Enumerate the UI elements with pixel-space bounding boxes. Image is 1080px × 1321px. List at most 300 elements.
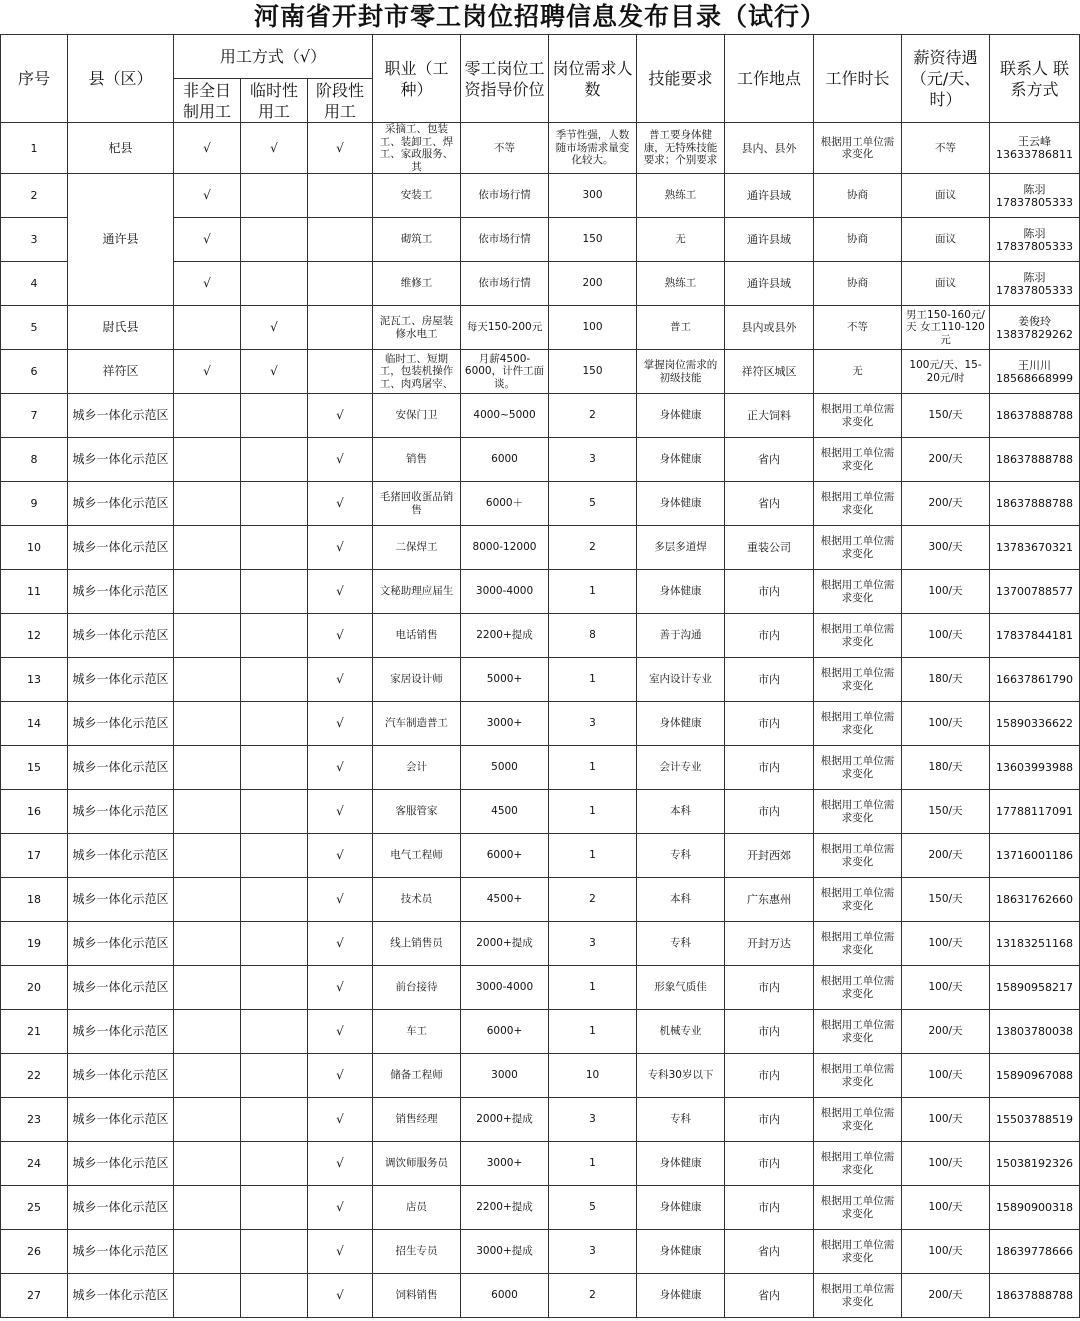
temporary-check <box>241 1098 308 1142</box>
seasonal-check: √ <box>308 1142 373 1186</box>
skill-cell: 身体健康 <box>637 394 725 438</box>
place-cell: 广东惠州 <box>725 878 814 922</box>
seq-cell: 9 <box>1 482 68 526</box>
seq-cell: 27 <box>1 1274 68 1318</box>
skill-cell: 普工 <box>637 306 725 350</box>
skill-cell: 掌握岗位需求的初级技能 <box>637 350 725 394</box>
seasonal-check: √ <box>308 702 373 746</box>
skill-cell: 专科 <box>637 834 725 878</box>
temporary-check <box>241 394 308 438</box>
job-cell: 储备工程师 <box>373 1054 461 1098</box>
county-cell: 城乡一体化示范区 <box>68 1142 174 1186</box>
table-header <box>1 35 1080 123</box>
hours-cell: 不等 <box>814 306 902 350</box>
table-row <box>1 702 1080 746</box>
table-row <box>1 394 1080 438</box>
seasonal-check <box>308 262 373 306</box>
seasonal-check: √ <box>308 834 373 878</box>
skill-cell: 形象气质佳 <box>637 966 725 1010</box>
parttime-check <box>174 1098 241 1142</box>
salary-cell: 面议 <box>902 262 990 306</box>
skill-cell: 身体健康 <box>637 702 725 746</box>
table-row <box>1 966 1080 1010</box>
count-cell: 3 <box>549 922 637 966</box>
parttime-check: √ <box>174 123 241 174</box>
pay-cell: 月薪4500-6000，计件工面谈。 <box>461 350 549 394</box>
salary-cell: 100/天 <box>902 966 990 1010</box>
salary-cell: 150/天 <box>902 878 990 922</box>
seq-cell: 16 <box>1 790 68 834</box>
temporary-check <box>241 702 308 746</box>
table-row <box>1 790 1080 834</box>
table-row <box>1 1186 1080 1230</box>
temporary-check <box>241 790 308 834</box>
contact-cell: 18637888788 <box>990 438 1080 482</box>
contact-cell: 18637888788 <box>990 482 1080 526</box>
parttime-check <box>174 438 241 482</box>
hours-cell: 根据用工单位需求变化 <box>814 702 902 746</box>
salary-cell: 200/天 <box>902 438 990 482</box>
temporary-check: √ <box>241 306 308 350</box>
seq-cell: 15 <box>1 746 68 790</box>
seasonal-check: √ <box>308 1186 373 1230</box>
place-cell: 县内或县外 <box>725 306 814 350</box>
county-cell: 城乡一体化示范区 <box>68 878 174 922</box>
place-cell: 省内 <box>725 1274 814 1318</box>
contact-cell: 15503788519 <box>990 1098 1080 1142</box>
seasonal-check: √ <box>308 614 373 658</box>
contact-cell: 陈羽 17837805333 <box>990 262 1080 306</box>
skill-cell: 身体健康 <box>637 482 725 526</box>
pay-cell: 6000＋ <box>461 482 549 526</box>
job-cell: 砌筑工 <box>373 218 461 262</box>
count-cell: 2 <box>549 878 637 922</box>
hours-cell: 无 <box>814 350 902 394</box>
header-contact: 联系人 联系方式 <box>990 35 1080 123</box>
skill-cell: 本科 <box>637 878 725 922</box>
header-job: 职业（工种） <box>373 35 461 123</box>
seq-cell: 22 <box>1 1054 68 1098</box>
parttime-check <box>174 1186 241 1230</box>
job-cell: 饲料销售 <box>373 1274 461 1318</box>
salary-cell: 100/天 <box>902 1142 990 1186</box>
job-cell: 调饮师服务员 <box>373 1142 461 1186</box>
place-cell: 市内 <box>725 746 814 790</box>
temporary-check: √ <box>241 350 308 394</box>
seq-cell: 18 <box>1 878 68 922</box>
job-cell: 文秘助理应届生 <box>373 570 461 614</box>
seq-cell: 14 <box>1 702 68 746</box>
seq-cell: 10 <box>1 526 68 570</box>
pay-cell: 6000 <box>461 438 549 482</box>
job-cell: 家居设计师 <box>373 658 461 702</box>
salary-cell: 100/天 <box>902 1098 990 1142</box>
header-place: 工作地点 <box>725 35 814 123</box>
salary-cell: 200/天 <box>902 1274 990 1318</box>
skill-cell: 善于沟通 <box>637 614 725 658</box>
temporary-check <box>241 834 308 878</box>
hours-cell: 根据用工单位需求变化 <box>814 878 902 922</box>
job-cell: 会计 <box>373 746 461 790</box>
header-hours: 工作时长 <box>814 35 902 123</box>
count-cell: 1 <box>549 658 637 702</box>
count-cell: 1 <box>549 570 637 614</box>
contact-cell: 王川川 18568668999 <box>990 350 1080 394</box>
place-cell: 祥符区城区 <box>725 350 814 394</box>
table-body <box>1 123 1080 1318</box>
place-cell: 市内 <box>725 1098 814 1142</box>
skill-cell: 熟练工 <box>637 262 725 306</box>
page-title: 河南省开封市零工岗位招聘信息发布目录（试行） <box>253 2 826 31</box>
contact-cell: 15890958217 <box>990 966 1080 1010</box>
salary-cell: 100/天 <box>902 922 990 966</box>
job-cell: 安保门卫 <box>373 394 461 438</box>
place-cell: 通许县域 <box>725 174 814 218</box>
hours-cell: 协商 <box>814 262 902 306</box>
contact-cell: 16637861790 <box>990 658 1080 702</box>
hours-cell: 根据用工单位需求变化 <box>814 1098 902 1142</box>
salary-cell: 300/天 <box>902 526 990 570</box>
contact-cell: 陈羽 17837805333 <box>990 218 1080 262</box>
hours-cell: 根据用工单位需求变化 <box>814 1186 902 1230</box>
job-cell: 销售经理 <box>373 1098 461 1142</box>
place-cell: 县内、县外 <box>725 123 814 174</box>
temporary-check <box>241 1274 308 1318</box>
pay-cell: 6000 <box>461 1274 549 1318</box>
contact-cell: 17837844181 <box>990 614 1080 658</box>
skill-cell: 身体健康 <box>637 1230 725 1274</box>
contact-cell: 18631762660 <box>990 878 1080 922</box>
parttime-check <box>174 482 241 526</box>
contact-cell: 18637888788 <box>990 1274 1080 1318</box>
place-cell: 市内 <box>725 966 814 1010</box>
parttime-check <box>174 306 241 350</box>
pay-cell: 4500 <box>461 790 549 834</box>
skill-cell: 无 <box>637 218 725 262</box>
county-cell: 城乡一体化示范区 <box>68 570 174 614</box>
hours-cell: 根据用工单位需求变化 <box>814 922 902 966</box>
count-cell: 5 <box>549 1186 637 1230</box>
skill-cell: 室内设计专业 <box>637 658 725 702</box>
count-cell: 200 <box>549 262 637 306</box>
pay-cell: 2000+提成 <box>461 1098 549 1142</box>
contact-cell: 王云峰 13633786811 <box>990 123 1080 174</box>
seasonal-check <box>308 350 373 394</box>
salary-cell: 100/天 <box>902 570 990 614</box>
header-skill: 技能要求 <box>637 35 725 123</box>
contact-cell: 15890336622 <box>990 702 1080 746</box>
job-cell: 临时工、短期工，包装机操作工、肉鸡屠宰、 <box>373 350 461 394</box>
county-cell: 城乡一体化示范区 <box>68 790 174 834</box>
pay-cell: 3000-4000 <box>461 570 549 614</box>
skill-cell: 专科 <box>637 1098 725 1142</box>
temporary-check <box>241 174 308 218</box>
job-cell: 店员 <box>373 1186 461 1230</box>
pay-cell: 3000+提成 <box>461 1230 549 1274</box>
seq-cell: 6 <box>1 350 68 394</box>
header-pay-guide: 零工岗位工资指导价位 <box>461 35 549 123</box>
table-row <box>1 1098 1080 1142</box>
job-cell: 汽车制造普工 <box>373 702 461 746</box>
count-cell: 1 <box>549 746 637 790</box>
temporary-check <box>241 482 308 526</box>
count-cell: 5 <box>549 482 637 526</box>
county-cell: 通许县 <box>68 174 174 306</box>
county-cell: 城乡一体化示范区 <box>68 746 174 790</box>
county-cell: 城乡一体化示范区 <box>68 922 174 966</box>
seq-cell: 12 <box>1 614 68 658</box>
hours-cell: 根据用工单位需求变化 <box>814 526 902 570</box>
skill-cell: 熟练工 <box>637 174 725 218</box>
hours-cell: 根据用工单位需求变化 <box>814 1010 902 1054</box>
county-cell: 城乡一体化示范区 <box>68 394 174 438</box>
job-table <box>0 34 1080 1318</box>
count-cell: 1 <box>549 1142 637 1186</box>
seq-cell: 3 <box>1 218 68 262</box>
seq-cell: 19 <box>1 922 68 966</box>
seq-cell: 26 <box>1 1230 68 1274</box>
seasonal-check: √ <box>308 790 373 834</box>
pay-cell: 8000-12000 <box>461 526 549 570</box>
seasonal-check: √ <box>308 878 373 922</box>
skill-cell: 本科 <box>637 790 725 834</box>
parttime-check <box>174 1054 241 1098</box>
hours-cell: 根据用工单位需求变化 <box>814 482 902 526</box>
count-cell: 3 <box>549 438 637 482</box>
county-cell: 城乡一体化示范区 <box>68 1010 174 1054</box>
count-cell: 3 <box>549 1098 637 1142</box>
temporary-check <box>241 1010 308 1054</box>
place-cell: 省内 <box>725 438 814 482</box>
temporary-check <box>241 262 308 306</box>
hours-cell: 协商 <box>814 174 902 218</box>
header-mode-parttime: 非全日制用工 <box>174 79 241 123</box>
job-cell: 销售 <box>373 438 461 482</box>
seasonal-check: √ <box>308 438 373 482</box>
job-cell: 采摘工、包装工、装卸工、焊工、家政服务、其 <box>373 123 461 174</box>
header-mode: 用工方式（√） <box>174 35 373 79</box>
seasonal-check <box>308 306 373 350</box>
salary-cell: 100/天 <box>902 1054 990 1098</box>
seq-cell: 4 <box>1 262 68 306</box>
contact-cell: 13783670321 <box>990 526 1080 570</box>
skill-cell: 多层多道焊 <box>637 526 725 570</box>
table-row <box>1 878 1080 922</box>
count-cell: 8 <box>549 614 637 658</box>
hours-cell: 根据用工单位需求变化 <box>814 1230 902 1274</box>
skill-cell: 身体健康 <box>637 1186 725 1230</box>
count-cell: 2 <box>549 526 637 570</box>
pay-cell: 3000 <box>461 1054 549 1098</box>
seasonal-check: √ <box>308 1230 373 1274</box>
parttime-check <box>174 834 241 878</box>
table-row <box>1 174 1080 218</box>
table-row <box>1 1054 1080 1098</box>
seasonal-check <box>308 174 373 218</box>
seasonal-check: √ <box>308 922 373 966</box>
place-cell: 市内 <box>725 702 814 746</box>
table-row <box>1 1230 1080 1274</box>
header-count: 岗位需求人数 <box>549 35 637 123</box>
count-cell: 3 <box>549 1230 637 1274</box>
parttime-check <box>174 394 241 438</box>
table-row <box>1 834 1080 878</box>
place-cell: 开封万达 <box>725 922 814 966</box>
salary-cell: 200/天 <box>902 834 990 878</box>
seq-cell: 21 <box>1 1010 68 1054</box>
seasonal-check: √ <box>308 570 373 614</box>
seasonal-check: √ <box>308 1010 373 1054</box>
seq-cell: 20 <box>1 966 68 1010</box>
table-row <box>1 746 1080 790</box>
salary-cell: 150/天 <box>902 790 990 834</box>
temporary-check <box>241 1054 308 1098</box>
count-cell: 1 <box>549 1010 637 1054</box>
skill-cell: 普工要身体健康，无特殊技能要求；个别要求 <box>637 123 725 174</box>
contact-cell: 18637888788 <box>990 394 1080 438</box>
salary-cell: 180/天 <box>902 746 990 790</box>
seasonal-check: √ <box>308 1054 373 1098</box>
skill-cell: 身体健康 <box>637 1274 725 1318</box>
pay-cell: 2200+提成 <box>461 614 549 658</box>
pay-cell: 3000-4000 <box>461 966 549 1010</box>
place-cell: 省内 <box>725 482 814 526</box>
table-row <box>1 614 1080 658</box>
place-cell: 开封西郊 <box>725 834 814 878</box>
parttime-check <box>174 1274 241 1318</box>
contact-cell: 13603993988 <box>990 746 1080 790</box>
table-row <box>1 1010 1080 1054</box>
pay-cell: 5000+ <box>461 658 549 702</box>
skill-cell: 专科30岁以下 <box>637 1054 725 1098</box>
temporary-check <box>241 922 308 966</box>
temporary-check <box>241 438 308 482</box>
place-cell: 通许县域 <box>725 262 814 306</box>
place-cell: 通许县域 <box>725 218 814 262</box>
contact-cell: 13700788577 <box>990 570 1080 614</box>
place-cell: 重装公司 <box>725 526 814 570</box>
county-cell: 城乡一体化示范区 <box>68 702 174 746</box>
table-row <box>1 526 1080 570</box>
job-cell: 前台接待 <box>373 966 461 1010</box>
seq-cell: 1 <box>1 123 68 174</box>
count-cell: 季节性强，人数随市场需求量变化较大。 <box>549 123 637 174</box>
seq-cell: 7 <box>1 394 68 438</box>
contact-cell: 姜俊玲 13837829262 <box>990 306 1080 350</box>
county-cell: 杞县 <box>68 123 174 174</box>
parttime-check <box>174 966 241 1010</box>
count-cell: 2 <box>549 1274 637 1318</box>
hours-cell: 根据用工单位需求变化 <box>814 746 902 790</box>
seq-cell: 17 <box>1 834 68 878</box>
seasonal-check: √ <box>308 394 373 438</box>
parttime-check <box>174 922 241 966</box>
skill-cell: 身体健康 <box>637 438 725 482</box>
pay-cell: 4000~5000 <box>461 394 549 438</box>
job-cell: 电话销售 <box>373 614 461 658</box>
pay-cell: 6000+ <box>461 1010 549 1054</box>
contact-cell: 13803780038 <box>990 1010 1080 1054</box>
hours-cell: 根据用工单位需求变化 <box>814 790 902 834</box>
county-cell: 尉氏县 <box>68 306 174 350</box>
salary-cell: 100/天 <box>902 614 990 658</box>
contact-cell: 15038192326 <box>990 1142 1080 1186</box>
salary-cell: 180/天 <box>902 658 990 702</box>
pay-cell: 每天150-200元 <box>461 306 549 350</box>
count-cell: 150 <box>549 350 637 394</box>
county-cell: 城乡一体化示范区 <box>68 1230 174 1274</box>
hours-cell: 根据用工单位需求变化 <box>814 658 902 702</box>
county-cell: 城乡一体化示范区 <box>68 1054 174 1098</box>
count-cell: 150 <box>549 218 637 262</box>
seq-cell: 2 <box>1 174 68 218</box>
parttime-check: √ <box>174 350 241 394</box>
county-cell: 城乡一体化示范区 <box>68 834 174 878</box>
hours-cell: 根据用工单位需求变化 <box>814 834 902 878</box>
hours-cell: 根据用工单位需求变化 <box>814 123 902 174</box>
seasonal-check <box>308 218 373 262</box>
header-salary: 薪资待遇（元/天、时） <box>902 35 990 123</box>
job-cell: 维修工 <box>373 262 461 306</box>
parttime-check: √ <box>174 262 241 306</box>
temporary-check <box>241 1230 308 1274</box>
seasonal-check: √ <box>308 482 373 526</box>
count-cell: 10 <box>549 1054 637 1098</box>
seasonal-check: √ <box>308 123 373 174</box>
place-cell: 正大饲料 <box>725 394 814 438</box>
seasonal-check: √ <box>308 1274 373 1318</box>
job-cell: 客服管家 <box>373 790 461 834</box>
county-cell: 城乡一体化示范区 <box>68 1186 174 1230</box>
header-county: 县（区） <box>68 35 174 123</box>
skill-cell: 会计专业 <box>637 746 725 790</box>
temporary-check <box>241 526 308 570</box>
salary-cell: 100元/天、15-20元/时 <box>902 350 990 394</box>
hours-cell: 根据用工单位需求变化 <box>814 1142 902 1186</box>
temporary-check <box>241 1142 308 1186</box>
county-cell: 城乡一体化示范区 <box>68 614 174 658</box>
seq-cell: 8 <box>1 438 68 482</box>
job-cell: 泥瓦工、房屋装修水电工 <box>373 306 461 350</box>
job-cell: 车工 <box>373 1010 461 1054</box>
hours-cell: 根据用工单位需求变化 <box>814 1054 902 1098</box>
temporary-check <box>241 746 308 790</box>
pay-cell: 依市场行情 <box>461 218 549 262</box>
table-row <box>1 1274 1080 1318</box>
seasonal-check: √ <box>308 526 373 570</box>
seq-cell: 24 <box>1 1142 68 1186</box>
place-cell: 市内 <box>725 1186 814 1230</box>
seq-cell: 25 <box>1 1186 68 1230</box>
skill-cell: 机械专业 <box>637 1010 725 1054</box>
pay-cell: 2000+提成 <box>461 922 549 966</box>
seasonal-check: √ <box>308 1098 373 1142</box>
parttime-check: √ <box>174 174 241 218</box>
count-cell: 1 <box>549 790 637 834</box>
salary-cell: 100/天 <box>902 1230 990 1274</box>
parttime-check <box>174 790 241 834</box>
header-mode-temporary: 临时性用工 <box>241 79 308 123</box>
temporary-check <box>241 658 308 702</box>
parttime-check <box>174 658 241 702</box>
salary-cell: 200/天 <box>902 1010 990 1054</box>
header-mode-seasonal: 阶段性用工 <box>308 79 373 123</box>
skill-cell: 专科 <box>637 922 725 966</box>
seasonal-check: √ <box>308 658 373 702</box>
pay-cell: 依市场行情 <box>461 262 549 306</box>
table-row <box>1 306 1080 350</box>
salary-cell: 面议 <box>902 218 990 262</box>
